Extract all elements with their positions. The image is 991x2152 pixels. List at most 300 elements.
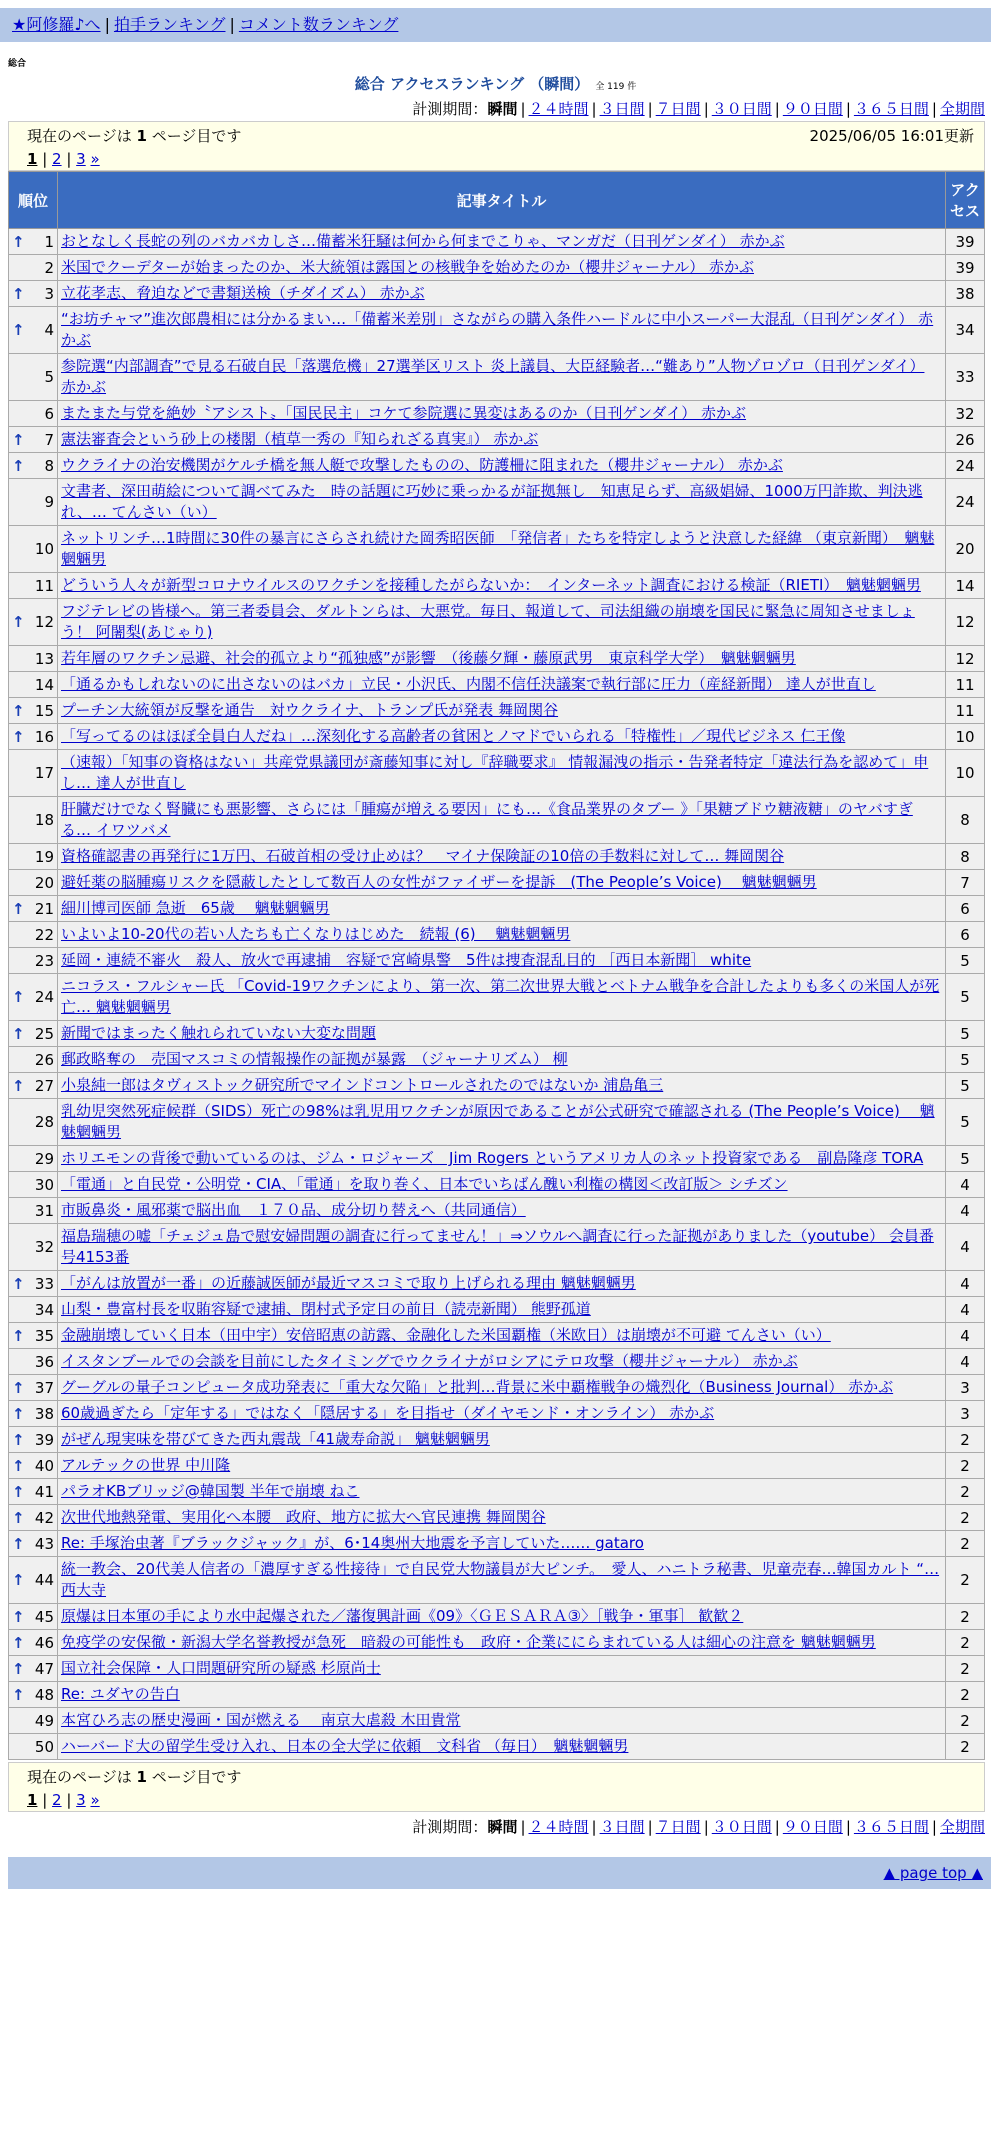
period-selector-bottom (0, 1816, 985, 1837)
table-row (9, 1479, 985, 1505)
title-cell (58, 1479, 946, 1505)
rank-up-icon: ↑ (12, 1076, 25, 1095)
pager-link[interactable]: 2 (52, 1791, 62, 1809)
table-row (9, 354, 985, 401)
article-link[interactable]: ニコラス・フルシャー氏 「Covid-19ワクチンにより、第一次、第二次世界大戦とベトナム戦争を合計したよりも多くの米国人が死亡… 魑魅魍魎男 (61, 977, 940, 1016)
article-link[interactable]: 肝臓だけでなく腎臓にも悪影響、さらには「腫瘍が増える要因」にも…《食品業界のタブー 》「果糖ブドウ糖液糖」のヤバすぎる… イワツバメ (61, 800, 913, 839)
table-row (9, 1349, 985, 1375)
article-link[interactable]: プーチン大統領が反撃を通告 対ウクライナ、トランプ氏が発表 舞岡関谷 (61, 701, 559, 719)
title-cell (58, 1401, 946, 1427)
title-cell (58, 354, 946, 401)
table-row (9, 1557, 985, 1604)
access-count: 3 (946, 1375, 985, 1401)
access-count: 5 (946, 974, 985, 1021)
article-link[interactable]: 福島瑞穂の嘘「チェジュ島で慰安婦問題の調査に行ってません！」⇒ソウルへ調査に行った証拠がありました（youtube） 会員番号4153番 (61, 1227, 934, 1266)
rank-number: 7 (44, 430, 54, 449)
period-link[interactable]: ３６５日間 (853, 100, 929, 118)
article-link[interactable]: 市販鼻炎・風邪薬で脳出血 １７０品、成分切り替えへ（共同通信） (61, 1201, 526, 1219)
ranking-table (8, 171, 985, 1760)
period-link[interactable]: ９０日間 (782, 100, 843, 118)
rank-cell (9, 599, 58, 646)
article-link[interactable]: がぜん現実味を帯びてきた西丸震哉「41歳寿命説」 魑魅魍魎男 (61, 1430, 490, 1448)
rank-number: 18 (34, 811, 54, 829)
rank-cell (9, 646, 58, 672)
rank-number: 29 (34, 1149, 54, 1168)
table-row (9, 281, 985, 307)
table-row (9, 724, 985, 750)
title-cell (58, 1531, 946, 1557)
article-link[interactable]: ネットリンチ…1時間に30件の暴言にさらされ続けた岡秀昭医師 「発信者」たちを特定しようと決意した経緯 （東京新聞） 魑魅魍魎男 (61, 529, 935, 568)
article-link[interactable]: またまた与党を絶妙〝アシスト〟「国民民主」コケて参院選に異変はあるのか（日刊ゲンダイ） 赤かぶ (61, 404, 747, 422)
title-cell (58, 1323, 946, 1349)
rank-up-icon: ↑ (12, 1430, 25, 1449)
rank-up-icon: ↑ (12, 1685, 25, 1704)
table-row (9, 1146, 985, 1172)
access-count: 4 (946, 1172, 985, 1198)
rank-cell (9, 1401, 58, 1427)
access-count: 5 (946, 1146, 985, 1172)
access-count: 2 (946, 1453, 985, 1479)
rank-up-icon: ↑ (12, 1508, 25, 1527)
period-selector (0, 98, 985, 119)
article-link[interactable]: 本宮ひろ志の歴史漫画・国が燃える 南京大虐殺 木田貴常 (61, 1711, 461, 1729)
table-row (9, 479, 985, 526)
rank-number: 49 (34, 1711, 54, 1730)
pager-next[interactable]: » (90, 1791, 100, 1809)
period-label: 計測期間： (412, 1818, 488, 1836)
pager-link[interactable]: 3 (76, 1791, 86, 1809)
article-link[interactable]: 次世代地熱発電、実用化へ本腰 政府、地方に拡大へ官民連携 舞岡関谷 (61, 1508, 546, 1526)
rank-number: 11 (34, 576, 54, 595)
table-row (9, 1073, 985, 1099)
access-count: 2 (946, 1505, 985, 1531)
title-cell (58, 974, 946, 1021)
article-link[interactable]: フジテレビの皆様へ。第三者委員会、ダルトンらは、大悪党。毎日、報道して、司法組織の崩壊を国民に緊急に周知させましょう！ 阿闍梨(あじゃり) (61, 602, 915, 641)
table-row (9, 573, 985, 599)
title-cell (58, 1146, 946, 1172)
rank-number: 37 (34, 1378, 54, 1397)
article-link[interactable]: 資格確認書の再発行に1万円、石破首相の受け止めは？ マイナ保険証の10倍の手数料に対して… 舞岡関谷 (61, 847, 785, 865)
pager-next[interactable]: » (90, 150, 100, 168)
rank-number: 22 (34, 925, 54, 944)
article-link[interactable]: 小泉純一郎はタヴィストック研究所でマインドコントロールされたのではないか 浦島亀三 (61, 1076, 664, 1094)
rank-cell (9, 1349, 58, 1375)
rank-number: 40 (34, 1456, 54, 1475)
article-link[interactable]: ハーバード大の留学生受け入れ、日本の全大学に依頼 文科省 （毎日） 魑魅魍魎男 (61, 1737, 629, 1755)
article-link[interactable]: 新聞ではまったく触れられていない大変な問題 (61, 1024, 377, 1042)
rank-number: 50 (34, 1737, 54, 1756)
rank-number: 32 (34, 1238, 54, 1256)
title-cell (58, 724, 946, 750)
title-cell (58, 1375, 946, 1401)
article-link[interactable]: 「がんは放置が一番」の近藤誠医師が最近マスコミで取り上げられる理由 魑魅魍魎男 (61, 1274, 636, 1292)
applause-ranking-link[interactable]: 拍手ランキング (113, 15, 226, 34)
rank-cell (9, 922, 58, 948)
table-row (9, 1604, 985, 1630)
access-count: 5 (946, 948, 985, 974)
article-link[interactable]: おとなしく長蛇の列のバカバカしさ…備蓄米狂騒は何から何までこりゃ、マンガだ（日刊ゲンダイ） 赤かぶ (61, 232, 785, 250)
period-link[interactable]: ３０日間 (711, 1818, 772, 1836)
rank-number: 23 (34, 951, 54, 970)
rank-cell (9, 1099, 58, 1146)
table-row (9, 1271, 985, 1297)
title-cell (58, 1172, 946, 1198)
rank-cell (9, 1297, 58, 1323)
col-title-header: 記事タイトル (58, 172, 946, 229)
article-link[interactable]: 金融崩壊していく日本（田中宇）安倍昭恵の訪露、金融化した米国覇権（米欧日）は崩壊が不可避 てんさい（い） (61, 1326, 831, 1344)
rank-number: 19 (34, 847, 54, 866)
period-link[interactable]: ３日間 (599, 100, 645, 118)
title-cell (58, 1453, 946, 1479)
access-count: 14 (946, 573, 985, 599)
title-cell (58, 1073, 946, 1099)
rank-up-icon: ↑ (12, 727, 25, 746)
period-current: 瞬間 (487, 1818, 518, 1836)
table-row (9, 401, 985, 427)
table-row (9, 844, 985, 870)
article-link[interactable]: 「電通」と自民党・公明党・CIA、「電通」を取り巻く、日本でいちばん醜い利権の構図＜改訂版＞ シチズン (61, 1175, 788, 1193)
rank-up-icon: ↑ (12, 321, 25, 339)
rank-cell (9, 1630, 58, 1656)
title-cell (58, 573, 946, 599)
pager-separator: | (61, 150, 77, 168)
rank-up-icon: ↑ (12, 456, 25, 475)
title-cell (58, 1271, 946, 1297)
title-cell (58, 1099, 946, 1146)
article-link[interactable]: 米国でクーデターが始まったのか、米大統領は露国との核戦争を始めたのか（櫻井ジャーナル） 赤かぶ (61, 258, 754, 276)
rank-number: 41 (34, 1482, 54, 1501)
article-link[interactable]: 延岡・連続不審火 殺人、放火で再逮捕 容疑で宮崎県警 5件は捜査混乱目的 ［西日本新聞］ white (61, 951, 752, 969)
access-count: 12 (946, 646, 985, 672)
title-cell (58, 453, 946, 479)
rank-up-icon: ↑ (12, 430, 25, 449)
table-row (9, 1708, 985, 1734)
access-count: 8 (946, 797, 985, 844)
rank-up-icon: ↑ (12, 1404, 25, 1423)
access-count: 4 (946, 1224, 985, 1271)
rank-cell (9, 1323, 58, 1349)
pager-link[interactable]: 2 (52, 150, 62, 168)
current-page-text: 現在のページは 1 ページ目です (27, 1768, 242, 1786)
rank-number: 26 (34, 1050, 54, 1069)
table-row (9, 1427, 985, 1453)
page-top-link[interactable]: ▲ page top ▲ (883, 1864, 983, 1882)
period-label: 計測期間： (412, 100, 488, 118)
rank-number: 12 (34, 613, 54, 631)
rank-number: 2 (44, 258, 54, 277)
access-count: 10 (946, 724, 985, 750)
rank-number: 38 (34, 1404, 54, 1423)
period-separator: | (703, 100, 709, 118)
rank-cell (9, 427, 58, 453)
access-count: 3 (946, 1401, 985, 1427)
article-link[interactable]: 乳幼児突然死症候群（SIDS）死亡の98%は乳児用ワクチンが原因であることが公式研究で確認される (The People’s Voice) 魑魅魍魎男 (61, 1102, 935, 1141)
rank-cell (9, 479, 58, 526)
article-link[interactable]: Re: 手塚治虫著『ブラックジャック』が、6･14奥州大地震を予言していた…… gataro (61, 1534, 644, 1552)
table-row (9, 1323, 985, 1349)
access-count: 4 (946, 1323, 985, 1349)
article-link[interactable]: 若年層のワクチン忌避、社会的孤立より“孤独感”が影響 （後藤夕輝・藤原武男 東京科学大学） 魑魅魍魎男 (61, 649, 796, 667)
title-cell (58, 1297, 946, 1323)
pager-current: 1 (27, 1791, 38, 1809)
table-row (9, 599, 985, 646)
updated-timestamp: 2025/06/05 16:01更新 (809, 127, 974, 145)
period-separator: | (703, 1818, 709, 1836)
rank-number: 34 (34, 1300, 54, 1319)
access-count: 5 (946, 1099, 985, 1146)
article-link[interactable]: （速報）「知事の資格はない」共産党県議団が斎藤知事に対し『辞職要求』 情報漏洩の指示・告発者特定「違法行為を認めて」申し… 達人が世直し (61, 753, 929, 792)
table-row (9, 1630, 985, 1656)
table-row (9, 1531, 985, 1557)
article-link[interactable]: 避妊薬の脳腫瘍リスクを隠蔽したとして数百人の女性がファイザーを提訴 (The People’s Voice) 魑魅魍魎男 (61, 873, 817, 891)
title-cell (58, 1604, 946, 1630)
table-row (9, 526, 985, 573)
period-separator: | (774, 100, 780, 118)
col-access-header: アクセス (946, 172, 985, 229)
period-link[interactable]: ３６５日間 (853, 1818, 929, 1836)
period-separator: | (931, 100, 937, 118)
title-cell (58, 281, 946, 307)
article-link[interactable]: 立花孝志、脅迫などで書類送検（チダイズム） 赤かぶ (61, 284, 425, 302)
access-count: 24 (946, 453, 985, 479)
title-cell (58, 922, 946, 948)
article-link[interactable]: 「通るかもしれないのに出さないのはバカ」立民・小沢氏、内閣不信任決議案で執行部に圧力（産経新聞） 達人が世直し (61, 675, 876, 693)
top-nav-bar (0, 8, 991, 42)
article-link[interactable]: イスタンブールでの会談を目前にしたタイミングでウクライナがロシアにテロ攻撃（櫻井ジャーナル） 赤かぶ (61, 1352, 798, 1370)
rank-number: 30 (34, 1175, 54, 1194)
rank-cell (9, 229, 58, 255)
rank-up-icon: ↑ (12, 701, 25, 720)
rank-up-icon: ↑ (12, 1024, 25, 1043)
rank-cell (9, 1453, 58, 1479)
article-link[interactable]: 免疫学の安保徹・新潟大学名誉教授が急死 暗殺の可能性も 政府・企業ににらまれている人は細心の注意を 魑魅魍魎男 (61, 1633, 876, 1651)
article-link[interactable]: 憲法審査会という砂上の楼閣（植草一秀の『知られざる真実』） 赤かぶ (61, 430, 539, 448)
table-row (9, 1021, 985, 1047)
rank-cell (9, 526, 58, 573)
rank-number: 48 (34, 1685, 54, 1704)
table-row (9, 870, 985, 896)
title-cell (58, 307, 946, 354)
access-count: 34 (946, 307, 985, 354)
pager-separator: | (37, 1791, 53, 1809)
rank-up-icon: ↑ (12, 988, 25, 1006)
access-count: 2 (946, 1682, 985, 1708)
rank-number: 36 (34, 1352, 54, 1371)
table-row (9, 1375, 985, 1401)
rank-up-icon: ↑ (12, 1482, 25, 1501)
title-cell (58, 1682, 946, 1708)
rank-number: 1 (44, 232, 54, 251)
rank-cell (9, 354, 58, 401)
access-count: 2 (946, 1708, 985, 1734)
rank-cell (9, 1557, 58, 1604)
period-separator: | (520, 100, 526, 118)
title-cell (58, 1557, 946, 1604)
rank-cell (9, 1172, 58, 1198)
period-separator: | (931, 1818, 937, 1836)
article-link[interactable]: 「写ってるのはほぼ全員白人だね」…深刻化する高齢者の貧困とノマドでいられる「特権性」／現代ビジネス 仁王像 (61, 727, 846, 745)
rank-number: 15 (34, 701, 54, 720)
rank-cell (9, 573, 58, 599)
table-row (9, 453, 985, 479)
rank-number: 35 (34, 1326, 54, 1345)
rank-number: 28 (34, 1113, 54, 1131)
rank-up-icon: ↑ (12, 1659, 25, 1678)
access-count: 8 (946, 844, 985, 870)
article-link[interactable]: 郵政略奪の 売国マスコミの情報操作の証拠が暴露 （ジャーナリズム） 柳 (61, 1050, 568, 1068)
period-link[interactable]: ２４時間 (528, 1818, 589, 1836)
access-count: 4 (946, 1271, 985, 1297)
rank-number: 39 (34, 1430, 54, 1449)
period-link[interactable]: ３日間 (599, 1818, 645, 1836)
period-link[interactable]: ９０日間 (782, 1818, 843, 1836)
table-row (9, 974, 985, 1021)
access-count: 4 (946, 1297, 985, 1323)
rank-cell (9, 896, 58, 922)
title-cell (58, 255, 946, 281)
home-link[interactable]: ★阿修羅♪へ (12, 15, 101, 34)
table-row (9, 750, 985, 797)
article-link[interactable]: どういう人々が新型コロナウイルスのワクチンを接種したがらないか： インターネット調査における検証（RIETI） 魑魅魍魎男 (61, 576, 921, 594)
rank-up-icon: ↑ (12, 284, 25, 303)
current-page-text: 現在のページは 1 ページ目です (27, 127, 242, 145)
rank-number: 5 (44, 368, 54, 386)
access-count: 4 (946, 1198, 985, 1224)
access-count: 32 (946, 401, 985, 427)
rank-up-icon: ↑ (12, 1534, 25, 1553)
period-link[interactable]: 全期間 (939, 1818, 985, 1836)
rank-up-icon: ↑ (12, 1633, 25, 1652)
title-cell (58, 1047, 946, 1073)
pager-separator: | (61, 1791, 77, 1809)
title-cell (58, 1224, 946, 1271)
article-link[interactable]: 細川博司医師 急逝 65歳 魑魅魍魎男 (61, 899, 330, 917)
article-link[interactable]: いよいよ10-20代の若い人たちも亡くなりはじめた 続報 (6) 魑魅魍魎男 (61, 925, 571, 943)
rank-up-icon: ↑ (12, 232, 25, 251)
access-count: 24 (946, 479, 985, 526)
table-row (9, 1047, 985, 1073)
rank-cell (9, 1604, 58, 1630)
rank-up-icon: ↑ (12, 899, 25, 918)
title-cell (58, 1656, 946, 1682)
title-cell (58, 672, 946, 698)
article-link[interactable]: 山梨・豊富村長を収賄容疑で逮捕、閉村式予定日の前日（読売新聞） 熊野孤道 (61, 1300, 591, 1318)
table-row (9, 229, 985, 255)
rank-number: 42 (34, 1508, 54, 1527)
table-row (9, 1656, 985, 1682)
table-row (9, 1172, 985, 1198)
rank-cell (9, 1682, 58, 1708)
article-link[interactable]: 60歳過ぎたら「定年する」ではなく「隠居する」を目指せ（ダイヤモンド・オンライン） 赤かぶ (61, 1404, 715, 1422)
title-cell (58, 526, 946, 573)
rank-cell (9, 797, 58, 844)
period-link[interactable]: ７日間 (655, 1818, 701, 1836)
table-row (9, 646, 985, 672)
rank-number: 24 (34, 988, 54, 1006)
rank-cell (9, 1224, 58, 1271)
table-row (9, 948, 985, 974)
rank-number: 3 (44, 284, 54, 303)
article-link[interactable]: ウクライナの治安機関がケルチ橋を無人艇で攻撃したものの、防護柵に阻まれた（櫻井ジャーナル） 赤かぶ (61, 456, 783, 474)
rank-cell (9, 750, 58, 797)
title-cell (58, 479, 946, 526)
table-row (9, 427, 985, 453)
article-link[interactable]: 原爆は日本軍の手により水中起爆された／藩復興計画《09》〈ＧＥＳＡＲＡ③〉［戦争・軍事］ 歓歓２ (61, 1607, 744, 1625)
access-count: 2 (946, 1531, 985, 1557)
period-separator: | (845, 1818, 851, 1836)
table-row (9, 896, 985, 922)
period-link[interactable]: ７日間 (655, 100, 701, 118)
article-link[interactable]: グーグルの量子コンピュータ成功発表に「重大な欠陥」と批判…背景に米中覇権戦争の熾烈化（Business Journal） 赤かぶ (61, 1378, 894, 1396)
period-link[interactable]: ２４時間 (528, 100, 589, 118)
table-row (9, 922, 985, 948)
rank-number: 14 (34, 675, 54, 694)
rank-number: 16 (34, 727, 54, 746)
rank-number: 17 (34, 764, 54, 782)
article-link[interactable]: ホリエモンの背後で動いているのは、ジム・ロジャーズ Jim Rogers というアメリカ人のネット投資家である 副島隆彦 TORA (61, 1149, 924, 1167)
article-link[interactable]: 国立社会保障・人口問題研究所の疑惑 杉原尚士 (61, 1659, 381, 1677)
table-row (9, 1198, 985, 1224)
table-row (9, 255, 985, 281)
access-count: 2 (946, 1479, 985, 1505)
article-link[interactable]: Re: ユダヤの告白 (61, 1685, 180, 1703)
access-count: 6 (946, 922, 985, 948)
rank-cell (9, 672, 58, 698)
rank-cell (9, 1531, 58, 1557)
article-link[interactable]: パラオKBブリッジ@韓国製 半年で崩壊 ねこ (61, 1482, 360, 1500)
title-cell (58, 599, 946, 646)
rank-number: 31 (34, 1201, 54, 1220)
access-count: 20 (946, 526, 985, 573)
article-link[interactable]: 統一教会、20代美人信者の「濃厚すぎる性接待」で自民党大物議員が大ピンチ。 愛人、ハニトラ秘書、児童売春…韓国カルト “… 西大寺 (61, 1560, 940, 1599)
rank-number: 25 (34, 1024, 54, 1043)
rank-cell (9, 1271, 58, 1297)
period-separator: | (591, 1818, 597, 1836)
table-row (9, 672, 985, 698)
rank-cell (9, 1479, 58, 1505)
title-cell (58, 797, 946, 844)
comment-ranking-link[interactable]: コメント数ランキング (238, 15, 399, 34)
article-link[interactable]: 参院選“内部調査”で見る石破自民「落選危機」27選挙区リスト 炎上議員、大臣経験者…“難あり”人物ゾロゾロ（日刊ゲンダイ） 赤かぶ (61, 357, 925, 396)
access-count: 2 (946, 1734, 985, 1760)
rank-cell (9, 1375, 58, 1401)
rank-cell (9, 1198, 58, 1224)
rank-up-icon: ↑ (12, 1378, 25, 1397)
period-separator: | (647, 100, 653, 118)
title-cell (58, 948, 946, 974)
rank-cell (9, 1047, 58, 1073)
rank-number: 46 (34, 1633, 54, 1652)
rank-up-icon: ↑ (12, 613, 25, 631)
period-link[interactable]: 全期間 (939, 100, 985, 118)
access-count: 10 (946, 750, 985, 797)
rank-cell (9, 281, 58, 307)
rank-up-icon: ↑ (12, 1571, 25, 1589)
page-info-box (8, 121, 985, 171)
period-link[interactable]: ３０日間 (711, 100, 772, 118)
table-row (9, 1682, 985, 1708)
rank-number: 33 (34, 1274, 54, 1293)
article-link[interactable]: 文書者、深田萌絵について調べてみた 時の話題に巧妙に乗っかるが証拠無し 知恵足らず、高級娼婦、1000万円詐欺、判決逃れ、… てんさい（い） (61, 482, 923, 521)
access-count: 38 (946, 281, 985, 307)
period-separator: | (520, 1818, 526, 1836)
article-link[interactable]: アルテックの世界 中川隆 (61, 1456, 231, 1474)
pager-link[interactable]: 3 (76, 150, 86, 168)
article-link[interactable]: “お坊チャマ”進次郎農相には分かるまい…「備蓄米差別」さながらの購入条件ハードルに中小スーパー大混乱（日刊ゲンダイ） 赤かぶ (61, 310, 934, 349)
title-cell (58, 750, 946, 797)
title-cell (58, 1198, 946, 1224)
period-separator: | (774, 1818, 780, 1836)
